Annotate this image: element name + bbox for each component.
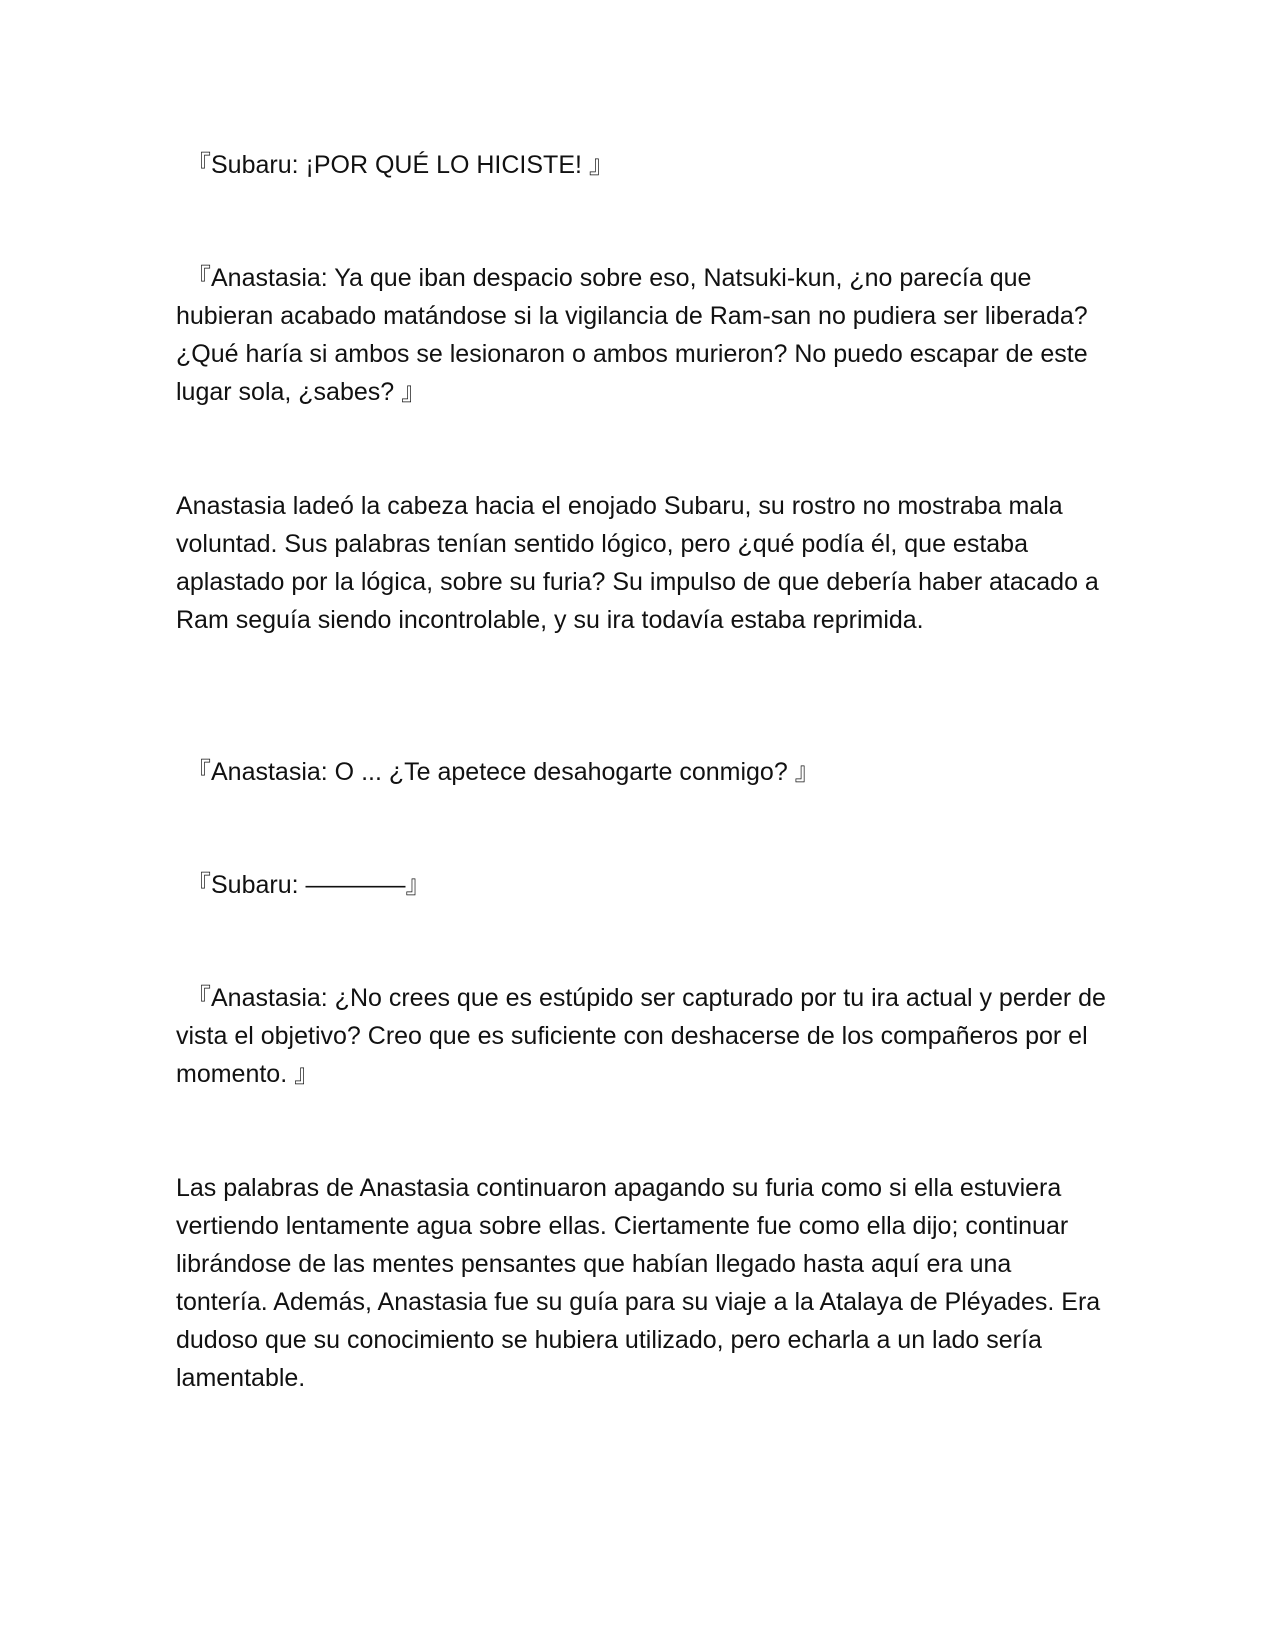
dialogue-subaru-shout: 『Subaru: ¡POR QUÉ LO HICISTE! 』	[186, 151, 614, 179]
dialogue-anastasia-reason: 『Anastasia: Ya que iban despacio sobre eso, Natsuki-kun, ¿no parecía que hubieran acabado matándose si la vigilancia de Ram-san no pudiera ser liberada? ¿Qué haría si ambos se lesionaron o ambos murieron? No puedo escapar de este lugar sola, ¿sabes? 』	[176, 264, 1088, 406]
dialogue-anastasia-objective: 『Anastasia: ¿No crees que es estúpido ser capturado por tu ira actual y perder de vista el objetivo? Creo que es suficiente con deshacerse de los compañeros por el momento. 』	[176, 984, 1106, 1088]
narration-paragraph-2: Las palabras de Anastasia continuaron apagando su furia como si ella estuviera vertiendo lentamente agua sobre ellas. Ciertamente fue como ella dijo; continuar librándose de las mentes pensantes que habían llegado hasta aquí era una tontería. Además, Anastasia fue su guía para su viaje a la Atalaya de Pléyades. Era dudoso que su conocimiento se hubiera utilizado, pero echarla a un lado sería lamentable.	[176, 1174, 1101, 1392]
narration-paragraph-1: Anastasia ladeó la cabeza hacia el enojado Subaru, su rostro no mostraba mala voluntad. Sus palabras tenían sentido lógico, pero ¿qué podía él, que estaba aplastado por la lógica, sobre su furia? Su impulso de que debería haber atacado a Ram seguía siendo incontrolable, y su ira todavía estaba reprimida.	[176, 492, 1099, 634]
dialogue-subaru-silence: 『Subaru: ————』	[186, 871, 431, 899]
dialogue-anastasia-offer: 『Anastasia: O ... ¿Te apetece desahogarte conmigo? 』	[186, 758, 820, 786]
